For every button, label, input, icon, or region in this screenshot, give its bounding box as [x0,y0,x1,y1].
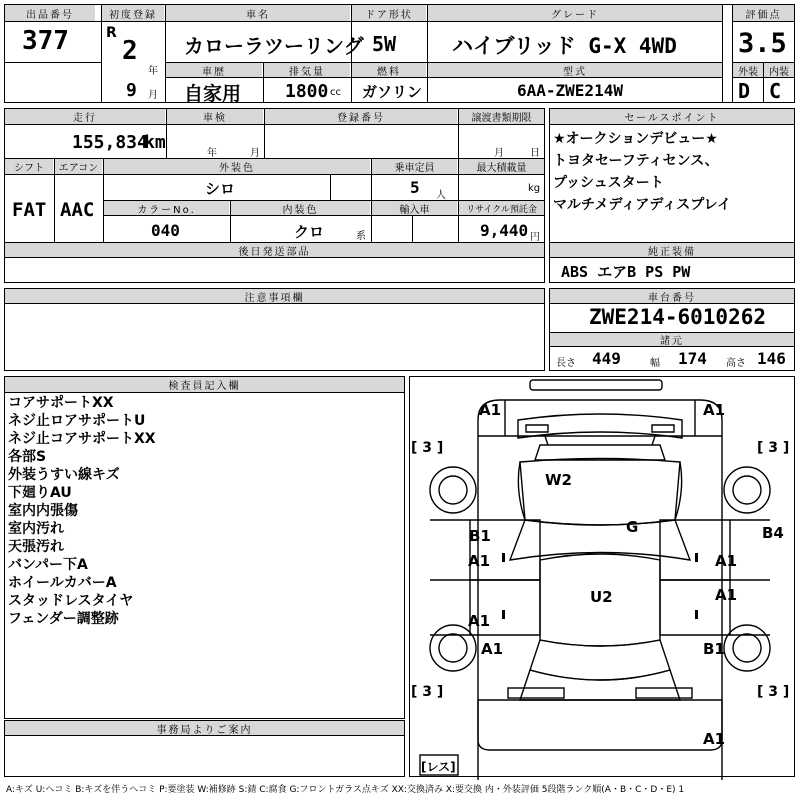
exterior-grade: D [738,79,751,103]
genuine-equipment: ABS エアB PS PW [561,263,691,281]
tire-front-right: [ 3 ] [757,440,790,456]
spare-tyre-label: [レス] [421,760,456,774]
grade: ハイブリッド G-X 4WD [452,34,677,58]
note-line: ネジ止コアサポートXX [8,431,156,447]
ac: AAC [60,199,95,221]
int-color: クロ [294,223,325,241]
history: 自家用 [184,83,242,105]
label-capacity: 乗車定員 [372,159,457,174]
year-unit: 年 [148,66,158,77]
label-exterior: 外装 [733,63,763,77]
mileage: 155,834 [72,132,148,153]
label-ac: エアコン [55,159,102,174]
sales-point-2: トヨタセーフティセンス、 [553,153,719,169]
width-label: 幅 [650,358,660,369]
note-line: 天張汚れ [8,539,64,555]
era-letter: R [106,25,117,41]
reg-year: 2 [122,36,138,66]
transfer-day: 日 [530,148,540,159]
width: 174 [678,349,707,368]
damage-left-front-door-top: B1 [469,527,491,545]
label-sales-point: セールスポイント [550,109,794,124]
note-line: 外装うすい線キズ [8,467,120,483]
door-type: 5W [372,32,397,56]
label-genuine: 純正装備 [550,243,794,257]
height-label: 高さ [726,358,746,369]
length: 449 [592,349,621,368]
capacity: 5 [410,178,420,197]
lot-number: 377 [22,26,69,56]
label-displacement: 排気量 [264,63,350,77]
label-grade: グレード [428,5,722,21]
car-name: カローラツーリング [184,34,364,58]
damage-roof: U2 [590,588,613,606]
int-color-unit: 系 [356,231,366,242]
damage-right-rear-door: A1 [715,586,738,604]
note-line: 下廻りAU [8,485,72,501]
cc-unit: cc [330,87,341,98]
car-diagram-box [409,376,795,777]
damage-right-quarter: B1 [703,640,725,658]
tire-rear-right: [ 3 ] [757,684,790,700]
label-transfer-docs: 譲渡書類期限 [459,109,544,124]
label-max-load: 最大積載量 [459,159,544,174]
label-int-color: 内装色 [231,201,370,215]
label-inspection: 車検 [167,109,263,124]
inspector-notes-list [8,394,156,628]
score: 3.5 [738,28,787,59]
note-line: ホイールカバーA [8,575,117,591]
color-no: 040 [151,221,180,240]
height: 146 [757,349,786,368]
damage-left-quarter: A1 [481,640,504,658]
label-office: 事務局よりご案内 [5,721,404,735]
displacement: 1800 [285,81,329,102]
label-chassis: 車台番号 [550,289,794,303]
note-line: スタッドレスタイヤ [8,593,134,609]
note-line: 室内汚れ [8,521,64,537]
label-inspector: 検査員記入欄 [5,377,404,392]
label-later-parts: 後日発送部品 [5,243,544,257]
month-unit: 月 [148,90,158,101]
interior-grade: C [769,79,782,103]
legend: A:キズ U:ヘコミ B:キズを伴うヘコミ P:要塗装 W:補修跡 S:錆 C:腐食 G:フロントガラス点キズ XX:交換済み X:要交換 内・外装評価 5段階ランク順(A・B・C・D・E) 1 [6,785,685,795]
note-line: バンパー下A [8,557,88,573]
label-model: 型式 [428,63,722,77]
label-interior: 内装 [764,63,794,77]
note-line: フェンダー調整跡 [8,611,119,627]
mileage-unit: km [144,132,166,153]
recycle-fee: 9,440 [480,221,529,240]
sales-point-1: ★オークションデビュー★ [553,131,718,147]
label-fuel: 燃料 [352,63,426,77]
ext-color: シロ [205,180,236,198]
label-caution: 注意事項欄 [5,289,544,303]
note-line: コアサポートXX [8,395,114,411]
note-line: ネジ止ロアサポートU [8,413,146,429]
label-shift: シフト [5,159,53,174]
label-recycle: リサイクル預託金 [459,201,544,215]
sales-point-3: プッシュスタート [553,175,664,191]
damage-left-rear-door: A1 [468,612,491,630]
label-mileage: 走行 [5,109,165,124]
note-line: 室内内張傷 [8,503,78,519]
damage-right-front-door: A1 [715,552,738,570]
shift: FAT [12,199,47,221]
transfer-month: 月 [494,148,504,159]
sales-point-4: マルチメディアディスプレイ [553,197,731,213]
label-ext-color: 外装色 [104,159,370,174]
tire-rear-left: [ 3 ] [411,684,444,700]
label-car-name: 車名 [166,5,350,21]
recycle-unit: 円 [530,232,540,243]
inspection-month: 月 [250,148,260,159]
damage-hood: W2 [545,471,572,489]
chassis-number: ZWE214-6010262 [589,305,767,329]
damage-right-fender: B4 [762,524,784,542]
label-lot-no: 出品番号 [5,5,95,21]
length-label: 長さ [556,358,576,369]
label-first-reg: 初度登録 [102,5,164,21]
inspection-year: 年 [207,148,217,159]
label-history: 車歴 [166,63,262,77]
note-line: 各部S [8,449,47,465]
label-import: 輸入車 [372,201,457,215]
label-reg-no: 登録番号 [265,109,457,124]
capacity-unit: 人 [436,190,446,201]
damage-rear-bumper: A1 [703,730,726,748]
max-load-unit: kg [528,183,541,194]
damage-front-right: A1 [703,401,726,419]
damage-front-left: A1 [479,401,502,419]
model-code: 6AA-ZWE214W [517,81,623,100]
label-door: ドア形状 [352,5,426,21]
damage-windshield: G [626,518,639,536]
label-color-no: カラーNo. [104,201,229,215]
label-specs: 諸元 [550,333,794,346]
fuel: ガソリン [362,83,423,101]
damage-left-front-door: A1 [468,552,491,570]
label-score: 評価点 [733,5,794,21]
reg-month: 9 [126,80,137,101]
tire-front-left: [ 3 ] [411,440,444,456]
